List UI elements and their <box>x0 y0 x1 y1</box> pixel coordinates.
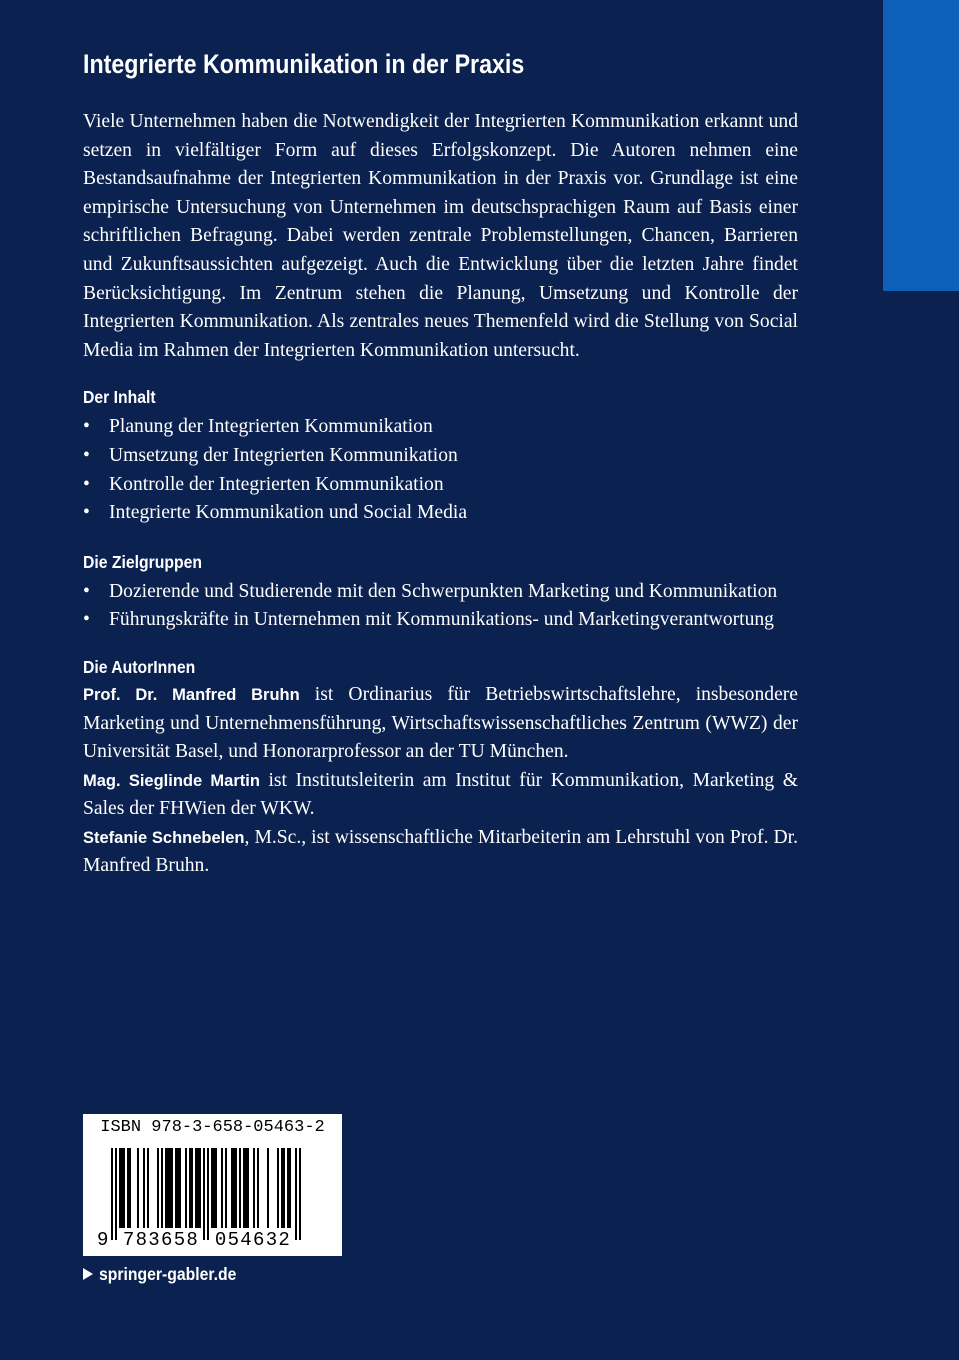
barcode-bar <box>289 1148 291 1228</box>
barcode-bar <box>123 1148 125 1228</box>
barcode-bar <box>239 1148 241 1228</box>
book-description: Viele Unternehmen haben die Notwendigkeit der Integrierten Kommunikation erkannt und setzen in vielfältiger Form auf dieses Erfolgskonzept. Die Autoren nehmen eine Bestandsaufnahme der Integrierten Kommunikation in der Praxis vor. Grundlage ist eine empirische Untersuchung von Unternehmen im deutschsprachigen Raum auf Basis einer schriftlichen Befragung. Dabei werden zentrale Problemstellungen, Chancen, Barrieren und Zukunftsaussichten aufgezeigt. Auch die Entwicklung über die letzten Jahre findet Berücksichtigung. Im Zentrum stehen die Planung, Umsetzung und Kontrolle der Integrierten Kommunikation. Als zentrales neues Themenfeld wird die Stellung von Social Media im Rahmen der Integrierten Kommunikation untersucht. <box>83 111 798 361</box>
barcode-bar <box>191 1148 193 1228</box>
barcode-bar <box>115 1148 117 1240</box>
ean-left-digits: 783658 <box>122 1229 200 1251</box>
list-item: • Kontrolle der Integrierten Kommunikation <box>83 473 444 495</box>
barcode-bar <box>121 1148 123 1228</box>
author-entry: Stefanie Schnebelen, M.Sc., ist wissenschaftliche Mitarbeiterin am Lehrstuhl von Prof. Dr. Manfred Bruhn. <box>83 826 798 877</box>
author-entry: Mag. Sieglinde Martin ist Institutsleiterin am Institut für Kommunikation, Marketing & Sales der FHWien der WKW. <box>83 769 798 820</box>
author-entry: Prof. Dr. Manfred Bruhn ist Ordinarius für Betriebswirtschaftslehre, insbesondere Marketing und Unternehmensführung, Wirtschaftswissenschaftliches Zentrum (WWZ) der Universität Basel, und Honorarprofessor an der TU München. <box>83 683 798 763</box>
barcode-bar <box>257 1148 259 1228</box>
barcode-bar <box>199 1148 201 1228</box>
isbn-barcode <box>83 1114 342 1256</box>
barcode-bar <box>111 1148 113 1240</box>
barcode-bar <box>283 1148 285 1228</box>
barcode-bar <box>179 1148 181 1228</box>
barcode-bar <box>267 1148 269 1228</box>
barcode-bar <box>231 1148 233 1228</box>
authors-list <box>83 681 798 881</box>
barcode-bar <box>189 1148 191 1228</box>
barcode-bar <box>215 1148 217 1228</box>
barcode-bar <box>211 1148 213 1228</box>
book-title: Integrierte Kommunikation in der Praxis <box>83 49 525 79</box>
barcode-bar <box>167 1148 169 1228</box>
barcode-bar <box>119 1148 121 1228</box>
barcode-bar <box>247 1148 249 1228</box>
barcode-bar <box>129 1148 131 1228</box>
barcode-bar <box>127 1148 129 1228</box>
content-heading: Der Inhalt <box>83 387 156 408</box>
isbn-label: ISBN 978-3-658-05463-2 <box>100 1118 325 1137</box>
barcode-bar <box>175 1148 177 1228</box>
ean-right-digits: 054632 <box>214 1229 292 1251</box>
barcode-bar <box>157 1148 159 1228</box>
barcode-bar <box>221 1148 223 1228</box>
barcode-bar <box>169 1148 171 1228</box>
barcode-bar <box>233 1148 235 1228</box>
barcode-bar <box>281 1148 283 1228</box>
barcode-bar <box>137 1148 139 1228</box>
barcode-bar <box>195 1148 197 1228</box>
back-cover-content <box>83 44 798 881</box>
barcode-bar <box>147 1148 149 1228</box>
barcode-bar <box>235 1148 237 1228</box>
barcode-bar <box>165 1148 167 1228</box>
content-list <box>83 413 798 527</box>
list-item: • Dozierende und Studierende mit den Schwerpunkten Marketing und Kommunikation <box>83 580 778 602</box>
authors-heading: Die AutorInnen <box>83 656 196 677</box>
publisher-link[interactable]: springer-gabler.de <box>83 1262 252 1286</box>
audience-heading: Die Zielgruppen <box>83 551 203 572</box>
list-item: • Umsetzung der Integrierten Kommunikation <box>83 444 458 466</box>
barcode-bar <box>287 1148 289 1228</box>
list-item: • Führungskräfte in Unternehmen mit Kommunikations- und Marketingverantwortung <box>83 609 774 631</box>
barcode-bar <box>203 1148 205 1240</box>
barcode-bar <box>197 1148 199 1228</box>
barcode-bar <box>225 1148 227 1228</box>
barcode-bar <box>253 1148 255 1228</box>
barcode-bar <box>245 1148 247 1228</box>
list-item: • Integrierte Kommunikation und Social Media <box>83 502 468 524</box>
barcode-bar <box>177 1148 179 1228</box>
list-item: • Planung der Integrierten Kommunikation <box>83 416 433 438</box>
barcode-bar <box>299 1148 301 1240</box>
barcode-bar <box>207 1148 209 1240</box>
barcode-bar <box>143 1148 145 1228</box>
accent-bar <box>883 0 959 291</box>
audience-list <box>83 578 798 635</box>
barcode-bar <box>185 1148 187 1228</box>
barcode-bar <box>213 1148 215 1228</box>
barcode-bar <box>243 1148 245 1228</box>
ean-first-digit: 9 <box>97 1229 109 1251</box>
arrow-right-icon <box>83 1268 93 1280</box>
barcode-bar <box>295 1148 297 1240</box>
barcode-bar <box>171 1148 173 1228</box>
barcode-bar <box>277 1148 279 1228</box>
barcode-bar <box>161 1148 163 1228</box>
